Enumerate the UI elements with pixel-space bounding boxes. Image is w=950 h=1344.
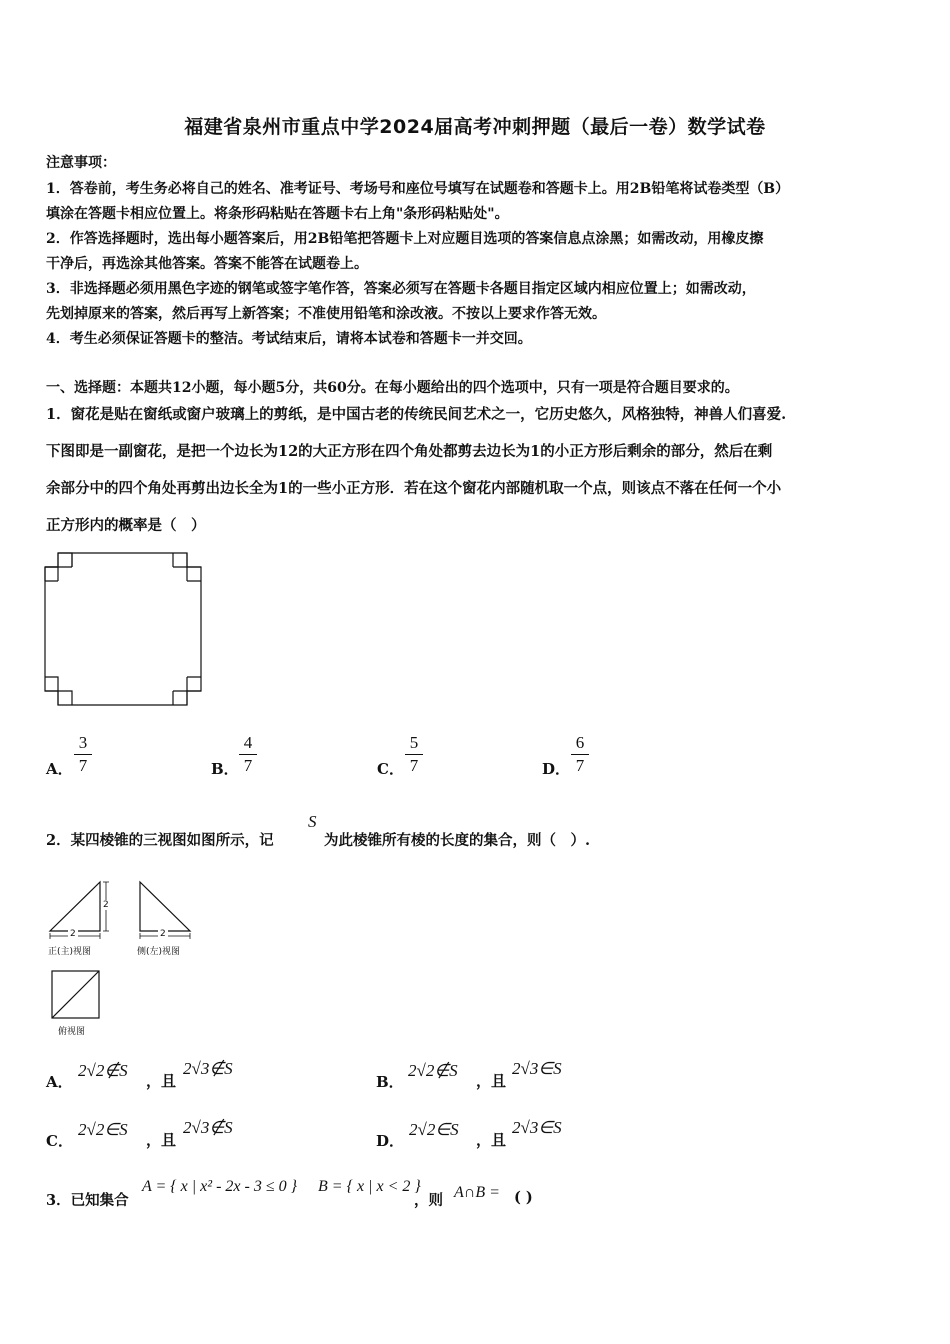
q1-text: 余部分中的四个角处再剪出边长全为1的一些小正方形．若在这个窗花内部随机取一个点，则该点不落在任何一个小: [46, 480, 782, 497]
notice-line: 4．考生必须保证答题卡的整洁。考试结束后，请将本试卷和答题卡一并交回。: [46, 331, 532, 347]
q2-option-c-math2: 2√3∉S: [183, 1118, 233, 1137]
front-height-dim: 2: [103, 900, 109, 910]
q1-option-a-fraction[interactable]: [72, 733, 94, 776]
q3-answer-blank: ( ): [514, 1189, 533, 1206]
denominator: 7: [409, 756, 419, 775]
q2-option-d-sep: ，且: [476, 1131, 507, 1149]
notice-line: 先划掉原来的答案，然后再写上新答案；不准使用铅笔和涂改液。不按以上要求作答无效。: [46, 306, 606, 322]
denominator: 7: [243, 756, 253, 775]
q2-option-a-label[interactable]: A．: [46, 1073, 73, 1091]
numerator: 5: [409, 733, 419, 752]
q2-option-c-label[interactable]: C．: [46, 1132, 73, 1150]
q3-set-b: B = { x | x < 2 }: [318, 1178, 421, 1195]
q2-option-b-math2: 2√3∈S: [512, 1059, 562, 1078]
page-title: 福建省泉州市重点中学2024届高考冲刺押题（最后一卷）数学试卷: [184, 116, 766, 138]
q2-option-b-math1: 2√2∉S: [408, 1061, 458, 1080]
notice-line: 填涂在答题卡相应位置上。将条形码粘贴在答题卡右上角"条形码粘贴处"。: [46, 206, 509, 222]
q3-text-post: ，则: [414, 1192, 443, 1209]
q1-option-a-label[interactable]: A．: [46, 760, 73, 778]
q1-option-b-fraction[interactable]: [237, 733, 259, 776]
numerator: 6: [575, 733, 585, 752]
q1-option-b-label[interactable]: B．: [211, 760, 239, 778]
notice-line: 3．非选择题必须用黑色字迹的钢笔或签字笔作答，答案必须写在答题卡各题目指定区域内相应位置上；如需改动，: [46, 281, 756, 297]
front-view-caption: 正(主)视图: [48, 947, 92, 957]
denominator: 7: [78, 756, 88, 775]
q2-text-post: 为此棱锥所有棱的长度的集合，则（ ）.: [324, 832, 591, 849]
q2-option-a-sep: ，且: [146, 1072, 177, 1090]
q2-text-pre: 2．某四棱锥的三视图如图所示，记: [46, 832, 274, 849]
top-view-caption: 俯视图: [58, 1027, 86, 1037]
q3-text-pre: 3．已知集合: [46, 1192, 129, 1209]
q2-option-d-math1: 2√2∈S: [409, 1120, 459, 1139]
front-bottom-dim: 2: [70, 929, 76, 939]
q2-option-c-sep: ，且: [146, 1131, 177, 1149]
notice-line: 2．作答选择题时，选出每小题答案后，用2B铅笔把答题卡上对应题目选项的答案信息点涂黑；如需改动，用橡皮擦: [46, 231, 764, 247]
section-heading: 一、选择题：本题共12小题，每小题5分，共60分。在每小题给出的四个选项中，只有一项是符合题目要求的。: [46, 380, 739, 396]
q1-option-c-label[interactable]: C．: [377, 760, 404, 778]
q1-text: 1．窗花是贴在窗纸或窗户玻璃上的剪纸，是中国古老的传统民间艺术之一，它历史悠久，风格独特，神兽人们喜爱.: [46, 406, 787, 423]
q2-var-s: S: [308, 812, 317, 831]
numerator: 4: [243, 733, 253, 752]
q1-option-c-fraction[interactable]: [403, 733, 425, 776]
q1-option-d-label[interactable]: D．: [542, 760, 571, 778]
numerator: 3: [78, 733, 88, 752]
notice-line: 干净后，再选涂其他答案。答案不能答在试题卷上。: [46, 256, 368, 272]
side-bottom-dim: 2: [160, 929, 166, 939]
q1-text: 正方形内的概率是（ ）: [46, 517, 206, 534]
q2-option-d-math2: 2√3∈S: [512, 1118, 562, 1137]
q2-option-a-math2: 2√3∉S: [183, 1059, 233, 1078]
side-view-caption: 侧(左)视图: [137, 947, 181, 957]
three-view-figure: [44, 876, 204, 1041]
q1-option-d-fraction[interactable]: [569, 733, 591, 776]
notice-heading: 注意事项：: [46, 155, 116, 171]
denominator: 7: [575, 756, 585, 775]
q1-text: 下图即是一副窗花，是把一个边长为12的大正方形在四个角处都剪去边长为1的小正方形后剩余的部分，然后在剩: [46, 443, 773, 460]
q2-option-c-math1: 2√2∈S: [78, 1120, 128, 1139]
q2-option-b-sep: ，且: [476, 1072, 507, 1090]
window-flower-figure: [40, 548, 210, 712]
notice-line: 1．答卷前，考生务必将自己的姓名、准考证号、考场号和座位号填写在试题卷和答题卡上。用2B铅笔将试卷类型（B）: [46, 181, 790, 197]
q2-option-b-label[interactable]: B．: [376, 1073, 404, 1091]
q2-option-d-label[interactable]: D．: [376, 1132, 405, 1150]
q3-set-a: A = { x | x² - 2x - 3 ≤ 0 }: [142, 1178, 298, 1195]
q2-option-a-math1: 2√2∉S: [78, 1061, 128, 1080]
q3-expression: A∩B =: [454, 1184, 500, 1201]
